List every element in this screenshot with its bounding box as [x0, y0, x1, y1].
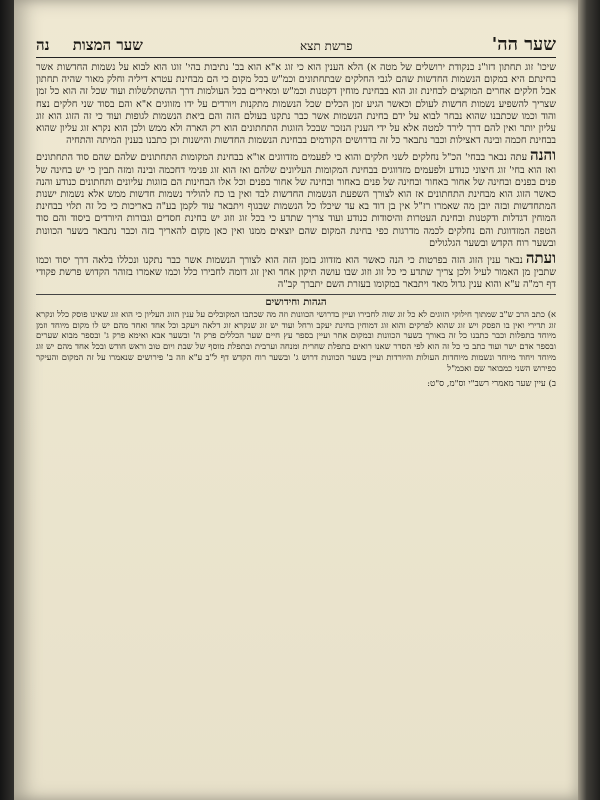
book-page [14, 0, 580, 800]
page-header [36, 34, 556, 58]
notes-heading: הגהות וחידושים [36, 294, 556, 308]
footnote: ב) עיין שער מאמרי רשב"י וס"מ, ס"ט: [427, 379, 556, 390]
body-paragraph-1: שיכו' זוג תחתון דזו"נ כנקודת ירושלים של מטה א) הלא הענין הוא כי זוג א"א הוא בכ' נתיבות בהי' זוגו הוא לבוא על נשמות החדשות אשר בחינתם היא במקום הנשמות החדשות שהם לגבי החלקים שבתחתונים וכמ"ש בכל מקום כי הם מבחינת עטרא דיליה וחלק מאור שהיה תחתון אבל חלקים אחרים המוקצים לבחינת זוג הוא בבחינת מוחין דקטנות וכמ"ש ומאירים בכל העולמות דרך ההשתלשלות ועוד שכל זה הוא כל זמן שצריך להשפיע נשמות חדשות לעולם וכאשר הגיע זמן הכלים שכל הנשמות מתקנות ויורדים על ידו מזווגים א"א והם בסוד שני חלקים נצח והוד וכמו שכתבנו שהוא נבחר לבוא על ידם בחינת הנשמות אשר כבר נתקנו בעולם הזה והם ביאת הנשמות לגופות ועוד כי זה הזוג הוא זוג עליון יותר ואין להם דרך לירד למטה אלא על ידי הענין הנזכר שבכל הזוגות התחתונים הוא רק הארה ולא ממש ולכן הוא נקרא זוג עליון שהוא בבחינת חכמה ובינה דאצילות וכבר נתבאר כל זה בדרושים הקודמים בבחינת הנשמות החדשות והישנות וכן כתבנו בענין המיתה והתחיה [36, 62, 556, 147]
paragraph-2-text: עתה נבאר בבחי' הכ"ל נחלקים לשני חלקים והוא כי לפעמים מזדווגים או"א בבחינת המקומות התחתונים שלהם שהם סוד התחתונים ואז הוא בחי' זוג חיצוני כנודע ולפעמים מזדווגים בבחינת המקומות העליונים שלהם ואז הוא זוג פנימי דחכמה ובינה ומזה תבין כי יש בחינה של פנים בפנים ובחינה של אחור באחור ובחינה של פנים באחור ובחינה של אחור בפנים וכל אלו הבחינות הם בזוגות עליונים ותחתונים כנודע והנה כאשר הזוג הוא מבחינת התחתונים אז הוא לצורך השפעת הנשמות החדשות לבד ואין בו כח להוליד נשמות חדשות ממש אלא נשמות ישנות המתחדשות ובזה יובן מה שאמרו רז"ל אין בן דוד בא עד שיכלו כל הנשמות שבגוף ויתבאר עוד לקמן בע"ה באריכות כי כל זה תלוי בבחינת המוחין דגדלות ודקטנות ובחינת העטרות והיסודות כנודע ועוד צריך שתדע כי בכל זוג וזוג יש בחינת חסדים וגבורות היורדים ביסוד והם סוד הטפה המזדווגת והם נחלקים לכמה מדרגות כפי בחינת המקום שהם יוצאים ממנו ואין כאן מקום להאריך בזה וכבר נתבאר בשער הכוונות ובשער רוח הקדש ובשער הגלגולים [36, 152, 556, 249]
parasha-label: פרשת תצא [299, 39, 353, 53]
kabbalah-mark: קב"ה [277, 279, 298, 291]
lead-word-2: ועתה [525, 249, 556, 268]
body-paragraph-3 [36, 249, 556, 292]
section-heading [36, 36, 161, 55]
page-number: נה [36, 36, 50, 54]
paragraph-3-text: נבאר ענין הזוג הזה בפרטות כי הנה כאשר הוא מזדווג בזמן הזה הוא לצורך הנשמות אשר כבר נתקנו ונכללו בלאה דרך יסוד וכמו שתבין מן האמור לעיל ולכן צריך שתדע כי כל זוג וזוג שבו עושה תיקון אחד ואין זוג דומה לחבירו כלל וכמו שאמרו בזוהר הקדוש פרשת פקודי דף רמ"ה ע"א והוא ענין גדול מאד ויתבאר במקומו בעזרת השם יתברך [36, 255, 556, 291]
body-paragraph-2 [36, 146, 556, 250]
page-title: שער הה' [491, 34, 556, 55]
right-edge-shadow [578, 0, 600, 800]
section-title: שער המצות [72, 36, 143, 54]
lead-word: והנה [530, 146, 556, 165]
page-content [36, 34, 556, 792]
notes-text: א) כתב הרב ש"ב שמתוך חילוקי הזוגים לא כל זוג שוה לחבירו ועיין בדרושי הכוונות וזה מה שכתבו המקובלים על ענין הזוג העליון כי הוא זוג שאינו פוסק כלל ונקרא זוג תדירי ואין בו הפסק ויש זוג שהוא לפרקים והוא זוג דמוחין בחינת יעקב ורחל ועוד יש זוג שנקרא זוג דלאה ויעקב וכל אחד ואחד מהם יש לו מקום מיוחד וזמן מיוחד בתפלות וכבר כתבנו כל זה באורך בשער הכוונות ובמקום אחר ועיין בספר עץ חיים שער הכללים פרק ה' ובשער אבא ואימא פרק ג' ובספר מבוא שערים ובספר אדם ישר ועוד כתב כי כל זה הוא לפי הסדר שאנו רואים בתפלת שחרית ומנחה וערבית ובתפלת מוסף של שבת ויום טוב וראש חודש ובכל אחד מהם יש זוג מיוחד ויחוד מיוחד ונשמות מיוחדות העולות והיורדות ועיין בשער הכוונות דרוש ג' ובשער רוח הקדש דף ל"ב ע"א וזה ב' פירושים שנאמרו על זה המקום והעיקר כפירוש השני כמבואר שם ואכמ"ל [36, 308, 556, 374]
